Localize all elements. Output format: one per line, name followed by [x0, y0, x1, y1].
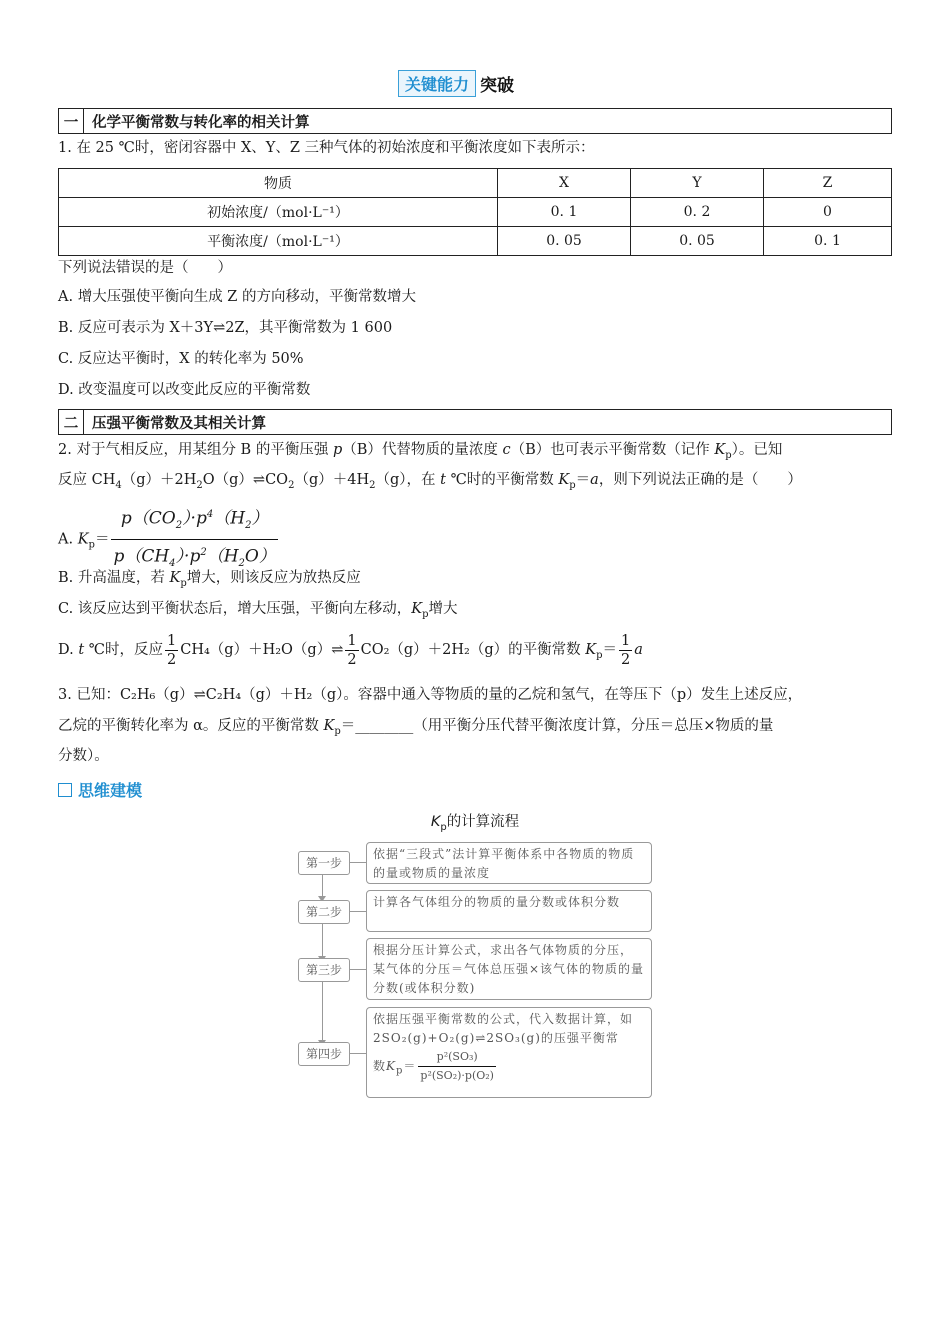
option-2c: C. 该反应达到平衡状态后，增大压强，平衡向左移动，$K_p$增大 — [58, 601, 458, 620]
half-fraction: $\frac{1}{2}$ — [621, 632, 631, 668]
table-cell: 0. 1 — [498, 198, 631, 227]
section-title: 压强平衡常数及其相关计算 — [92, 415, 266, 432]
table-row — [59, 227, 892, 256]
section-number: 二 — [59, 410, 84, 434]
option-label: A. — [58, 531, 78, 548]
option-text: ℃时，反应 — [84, 642, 163, 658]
option-text: 增大，则该反应为放热反应 — [186, 570, 361, 586]
question-2-line-1: 2. 对于气相反应，用某组分 B 的平衡压强 p（B）代替物质的量浓度 c（B）也可表示平衡常数（记作 $K_p$）。已知 — [58, 442, 783, 461]
table-cell: 0 — [764, 198, 892, 227]
option-b: B. 反应可表示为 X＋3Y⇌2Z，其平衡常数为 1 600 — [58, 320, 393, 336]
table-cell: Y — [631, 169, 764, 198]
header-rest: 突破 — [480, 75, 515, 96]
half-fraction: $\frac{1}{2}$ — [167, 632, 177, 668]
step-1-box: 依据“三段式”法计算平衡体系中各物质的物质的量或物质的量浓度 — [366, 842, 652, 884]
section-number: 一 — [59, 109, 84, 133]
option-text: C. 该反应达到平衡状态后，增大压强，平衡向左移动， — [58, 601, 412, 617]
table-cell: X — [498, 169, 631, 198]
table-cell: 0. 05 — [498, 227, 631, 256]
kp-sulfur-fraction: $\frac{\text{p²(SO₃)}}{\text{p²(SO₂)·p(O₂)}}$ — [420, 1050, 494, 1082]
connector-line — [348, 1053, 366, 1054]
constant-a: a — [634, 642, 643, 658]
connector-line — [322, 980, 323, 1042]
table-header-row — [59, 169, 892, 198]
connector-line — [322, 922, 323, 958]
section-header — [398, 69, 514, 97]
connector-line — [322, 874, 323, 898]
section-bar-2 — [58, 409, 892, 435]
option-a: A. 增大压强使平衡向生成 Z 的方向移动，平衡常数增大 — [58, 289, 416, 305]
option-text: CH₄（g）＋H₂O（g）⇌ — [180, 642, 344, 658]
kp-fraction: $\frac{p(CO_2)\cdot p^4(H_2)}{p(CH_4)\cdot p^2(H_2O)}$ — [111, 502, 277, 577]
question-1-stem: 1. 在 25 ℃时，密闭容器中 X、Y、Z 三种气体的初始浓度和平衡浓度如下表所示： — [58, 140, 595, 156]
question-2-line-2: 反应 $CH_4(g)+2H_2O(g)\rightleftharpoons CO_2(g)+4H_2(g)$，在 t ℃时的平衡常数 $K_p=a$，则下列说法正确的是（ ） — [58, 472, 802, 491]
question-3-line-2: 乙烷的平衡转化率为 α。反应的平衡常数 $K_p=\_\_\_\_\_\_\_\_$（用平衡分压代替平衡浓度计算，分压＝总压×物质的量 — [58, 718, 774, 737]
section-bar-1 — [58, 108, 892, 134]
table-cell: 0. 1 — [764, 227, 892, 256]
table-cell: 0. 05 — [631, 227, 764, 256]
option-text: 增大 — [428, 601, 458, 617]
step-4-box: 依据压强平衡常数的公式，代入数据计算，如2SO₂(g)+O₂(g)⇌2SO₃(g)的压强平衡常 数$K_p=$ $\frac{\text{p²(SO₃)}}{\text{p²(SO₂)·p(O₂)}}$ — [366, 1007, 652, 1098]
step-4-label: 第四步 — [298, 1042, 350, 1066]
option-d: D. 改变温度可以改变此反应的平衡常数 — [58, 382, 311, 398]
option-2a: A. $K_p=$ $\frac{p(CO_2)\cdot p^4(H_2)}{p(CH_4)\cdot p^2(H_2O)}$ — [58, 502, 898, 577]
table-cell: 0. 2 — [631, 198, 764, 227]
section-title: 化学平衡常数与转化率的相关计算 — [92, 114, 310, 131]
step-3-box: 根据分压计算公式，求出各气体物质的分压，某气体的分压＝气体总压强×该气体的物质的量分数(或体积分数) — [366, 938, 652, 1000]
table-cell: Z — [764, 169, 892, 198]
half-fraction: $\frac{1}{2}$ — [347, 632, 357, 668]
question-1-prompt: 下列说法错误的是（ ） — [58, 260, 232, 276]
flow-title: $K_p$的计算流程 — [430, 814, 520, 833]
option-2b: B. 升高温度，若 $K_p$增大，则该反应为放热反应 — [58, 570, 361, 589]
step-2-box: 计算各气体组分的物质的量分数或体积分数 — [366, 890, 652, 932]
question-3-line-3: 分数）。 — [58, 748, 109, 764]
concentration-table — [58, 168, 892, 256]
connector-line — [348, 969, 366, 970]
connector-line — [348, 862, 366, 863]
step-2-label: 第二步 — [298, 900, 350, 924]
thinking-model-heading — [58, 778, 142, 801]
option-text: B. 升高温度，若 — [58, 570, 170, 586]
step-3-label: 第三步 — [298, 958, 350, 982]
question-3-line-1: 3. 已知：C₂H₆（g）⇌C₂H₄（g）＋H₂（g）。容器中通入等物质的量的乙烷和氢气，在等压下（p）发生上述反应， — [58, 687, 803, 703]
table-cell: 平衡浓度/（mol·L⁻¹） — [59, 227, 498, 256]
option-2d: D. t ℃时，反应 $\frac{1}{2}$ CH₄（g）＋H₂O（g）⇌ $\frac{1}{2}$ CO₂（g）＋2H₂（g）的平衡常数 $K_p=$ $\frac{1}{2}$ a — [58, 632, 643, 668]
thinking-title: 思维建模 — [78, 781, 143, 800]
option-c: C. 反应达平衡时，X 的转化率为 50% — [58, 351, 304, 367]
checkbox-icon — [58, 783, 72, 797]
table-row — [59, 198, 892, 227]
step-1-label: 第一步 — [298, 851, 350, 875]
table-cell: 初始浓度/（mol·L⁻¹） — [59, 198, 498, 227]
table-cell: 物质 — [59, 169, 498, 198]
temp-symbol: t — [78, 642, 85, 658]
option-label: D. — [58, 642, 79, 658]
connector-line — [348, 911, 366, 912]
header-badge: 关键能力 — [398, 70, 476, 97]
option-text: CO₂（g）＋2H₂（g）的平衡常数 — [360, 642, 586, 658]
